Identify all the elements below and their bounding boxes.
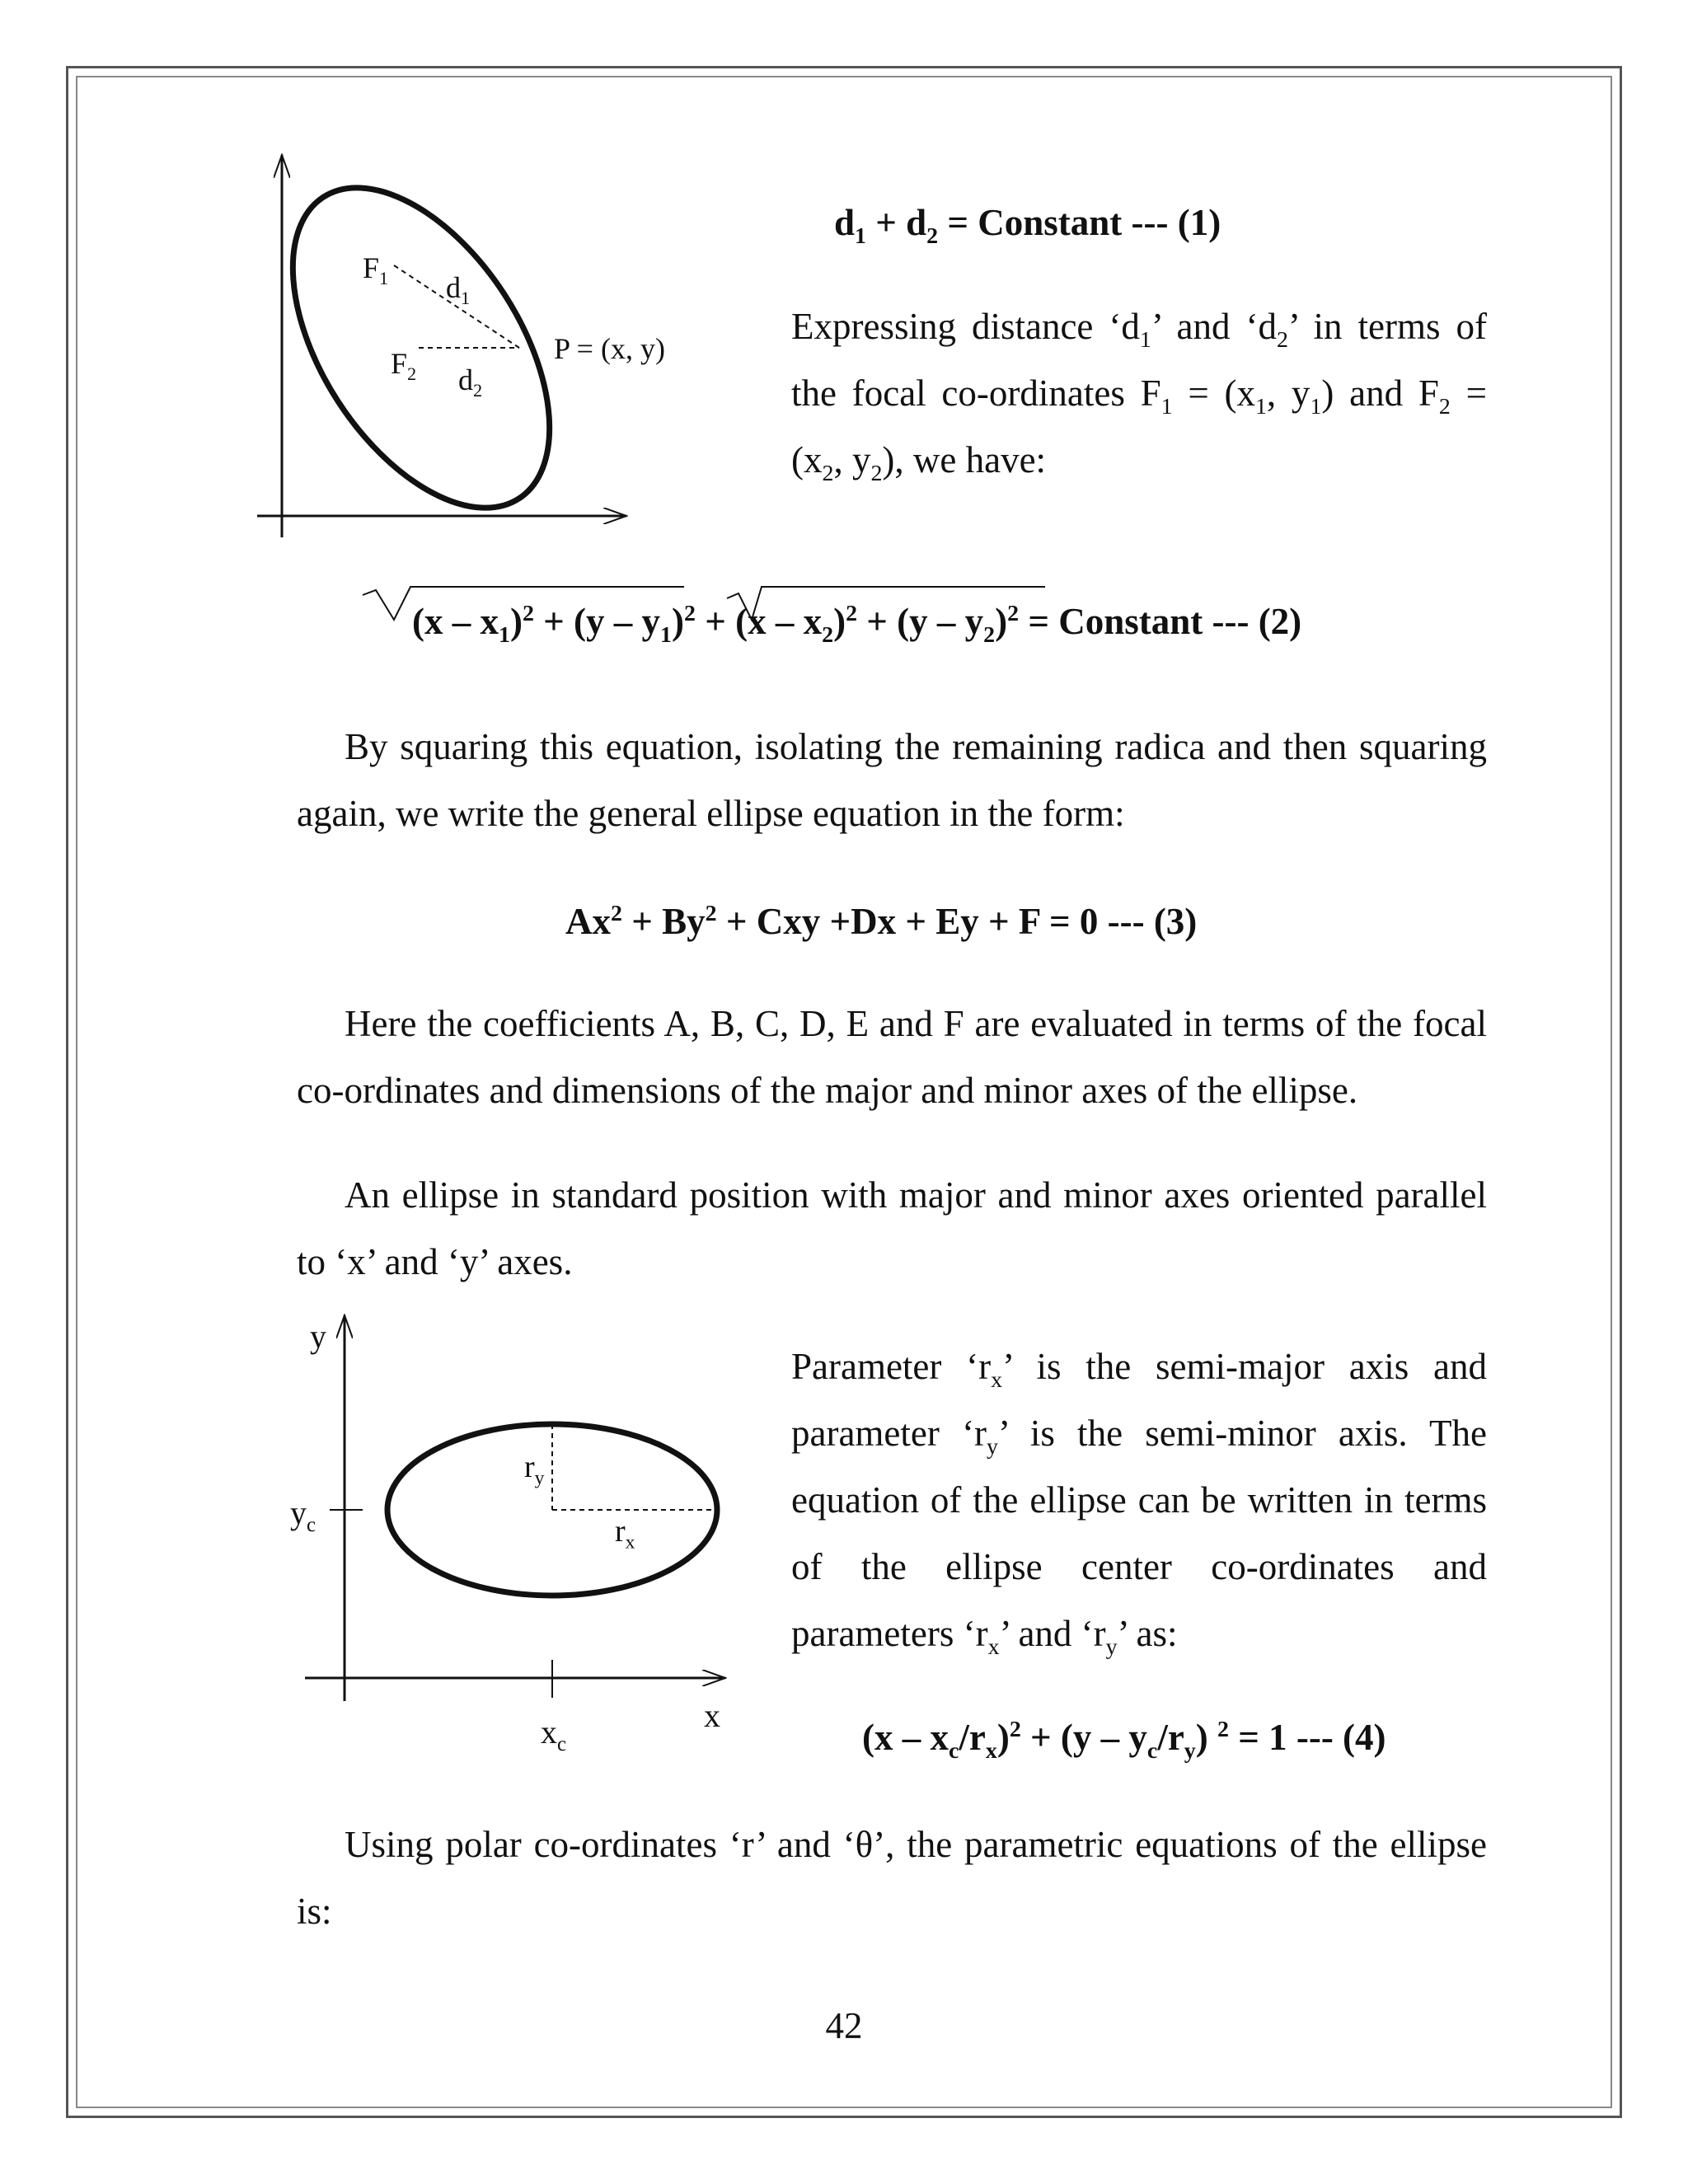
paragraph-squaring: By squaring this equation, isolating the remaining radica and then squaring again, we write the general ellipse equation in the form: bbox=[297, 726, 1487, 834]
figure-standard-ellipse bbox=[305, 1315, 725, 1701]
paragraph-coefficients: Here the coefficients A, B, C, D, E and F are evaluated in terms of the focal co-ordinates and dimensions of the major and minor axes of the ellipse. bbox=[297, 1003, 1487, 1111]
fig2-label-rx: $r_x$ bbox=[615, 1514, 635, 1554]
equation-2: $(x - x_1)^2 + (y - y_1)^2 + (x - x_2)^2 + (y - y_2)^2$ = Constant --- (2) bbox=[412, 601, 1302, 648]
equation-4: $(x - x_c/r_x)^2 + (y - y_c/r_y)$ $^2$ = 1 --- (4) bbox=[862, 1717, 1386, 1764]
fig1-label-d1: $d_1$ bbox=[446, 271, 471, 309]
side-text-semi-axes: Parameter ‘$r_x$’ is the semi-major axis and parameter ‘$r_y$’ is the semi-minor axis. The equation of the ellipse can be written in terms of the ellipse center co-ordinates and parameters ‘$r_x$’ and ‘$r_y$’ as: bbox=[791, 1346, 1487, 1660]
fig1-label-f1: $F_1$ bbox=[363, 251, 389, 289]
page-number: 42 bbox=[825, 2005, 863, 2046]
fig2-label-x: x bbox=[704, 1697, 720, 1734]
fig2-label-yc: $y_c$ bbox=[290, 1494, 316, 1536]
fig1-label-d2: $d_2$ bbox=[458, 363, 483, 401]
equation-3: $Ax^2 + By^2$ + Cxy +Dx + Ey + F = 0 --- (3) bbox=[565, 901, 1198, 942]
fig2-label-ry: $r_y$ bbox=[524, 1450, 545, 1489]
fig1-label-f2: $F_2$ bbox=[391, 347, 417, 385]
paragraph-standard-position: An ellipse in standard position with major and minor axes oriented parallel to ‘x’ and ‘y’ axes. bbox=[297, 1174, 1487, 1282]
fig1-label-point: P = (x, y) bbox=[554, 332, 665, 365]
fig2-label-y: y bbox=[310, 1318, 326, 1355]
side-text-focal-coordinates: Expressing distance ‘$d_1$’ and ‘$d_2$’ in terms of the focal co-ordinates $F_1 = (x_1$, $y_1$) and $F_2 = (x_2$, $y_2$), we have: bbox=[791, 306, 1488, 486]
paragraph-polar: Using polar co-ordinates ‘r’ and ‘θ’, the parametric equations of the ellipse is: bbox=[297, 1824, 1487, 1932]
equation-1: $d_1 + d_2$ = Constant --- (1) bbox=[834, 202, 1221, 249]
fig2-label-xc: $x_c$ bbox=[541, 1713, 567, 1755]
